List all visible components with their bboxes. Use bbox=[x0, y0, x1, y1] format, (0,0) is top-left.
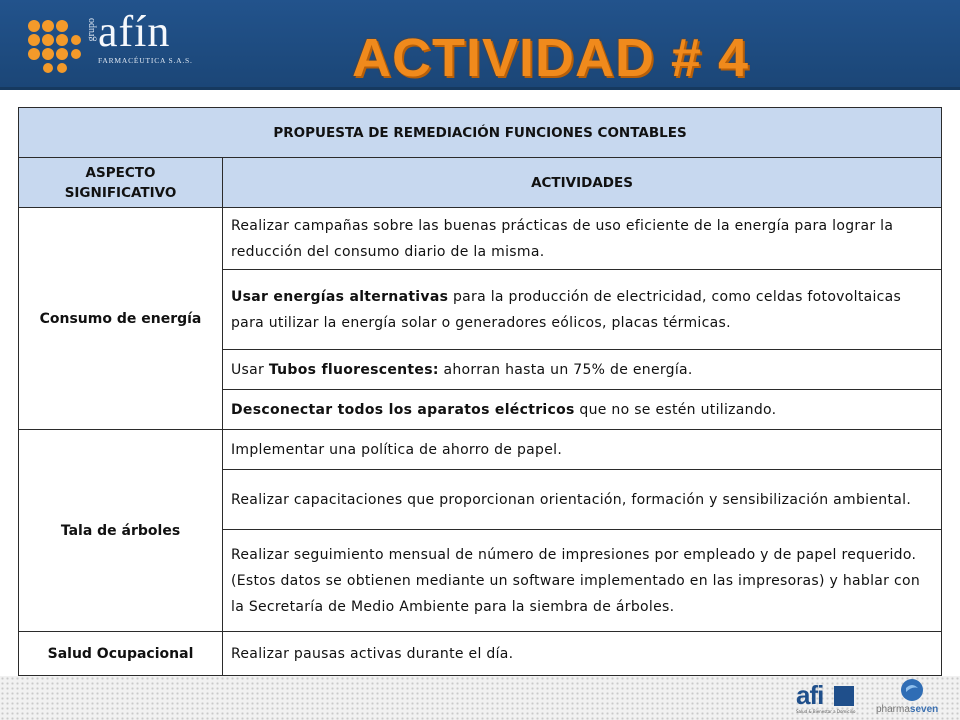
pharmaseven-globe-icon bbox=[900, 678, 924, 702]
slide-title: ACTIVIDAD # 4 bbox=[352, 28, 750, 88]
table-row bbox=[19, 632, 942, 676]
activity-text: Realizar seguimiento mensual de número de impresiones por empleado y de papel requerido. (Estos datos se obtienen mediante un software implementado en las impresoras) y hablar con la Secretaría de Medio Ambiente para la siembra de árboles. bbox=[231, 546, 920, 615]
activity-prefix: Usar bbox=[231, 361, 269, 378]
activity-cell bbox=[223, 430, 942, 470]
logo-subtitle: FARMACÉUTICA S.A.S. bbox=[98, 56, 193, 65]
activity-text: Implementar una política de ahorro de papel. bbox=[231, 441, 563, 458]
table-row bbox=[19, 430, 942, 470]
activity-cell bbox=[223, 208, 942, 270]
activity-cell bbox=[223, 530, 942, 632]
logo-dots-icon bbox=[26, 18, 82, 74]
afi-logo-subtitle: Salud & Bienestar a Domicilio bbox=[796, 709, 856, 714]
activity-cell bbox=[223, 632, 942, 676]
column-header-activities: ACTIVIDADES bbox=[223, 158, 942, 208]
activity-cell bbox=[223, 270, 942, 350]
activity-cell bbox=[223, 390, 942, 430]
footer-bar bbox=[0, 676, 960, 720]
aspect-cell: Consumo de energía bbox=[19, 208, 223, 430]
activity-text: Realizar capacitaciones que proporcionan orientación, formación y sensibilización ambiental. bbox=[231, 491, 912, 508]
remediation-table bbox=[18, 107, 942, 676]
activity-bold: Desconectar todos los aparatos eléctricos bbox=[231, 401, 575, 418]
activity-text: Realizar pausas activas durante el día. bbox=[231, 645, 514, 662]
logo-grupo: grupo bbox=[86, 18, 97, 42]
table-row bbox=[19, 208, 942, 270]
pharma-suffix: seven bbox=[909, 704, 939, 715]
afi-logo-text: afi bbox=[796, 680, 824, 710]
table-title: PROPUESTA DE REMEDIACIÓN FUNCIONES CONTABLES bbox=[19, 108, 942, 158]
pharmaseven-logo bbox=[876, 678, 946, 718]
pharma-prefix: pharma bbox=[876, 704, 910, 715]
activity-text: ahorran hasta un 75% de energía. bbox=[438, 361, 693, 378]
column-header-aspect: ASPECTO SIGNIFICATIVO bbox=[19, 158, 223, 208]
afin-logo bbox=[26, 7, 193, 76]
header-bar bbox=[0, 0, 960, 90]
remediation-table-wrap bbox=[18, 107, 942, 676]
aspect-cell: Salud Ocupacional bbox=[19, 632, 223, 676]
afi-logo-square-icon bbox=[834, 686, 854, 706]
activity-text: que no se estén utilizando. bbox=[574, 401, 777, 418]
activity-text: Realizar campañas sobre las buenas prácticas de uso eficiente de la energía para lograr la reducción del consumo diario de la misma. bbox=[231, 217, 894, 260]
aspect-cell: Tala de árboles bbox=[19, 430, 223, 632]
afi-footer-logo bbox=[796, 682, 858, 716]
pharmaseven-text bbox=[876, 704, 938, 715]
activity-bold: Tubos fluorescentes: bbox=[268, 361, 439, 378]
logo-name: afín bbox=[98, 7, 171, 56]
activity-cell bbox=[223, 350, 942, 390]
activity-cell bbox=[223, 470, 942, 530]
activity-bold: Usar energías alternativas bbox=[231, 288, 449, 305]
activity-text: para la producción de electricidad, como celdas fotovoltaicas para utilizar la energía solar o generadores eólicos, placas térmicas. bbox=[231, 288, 902, 331]
